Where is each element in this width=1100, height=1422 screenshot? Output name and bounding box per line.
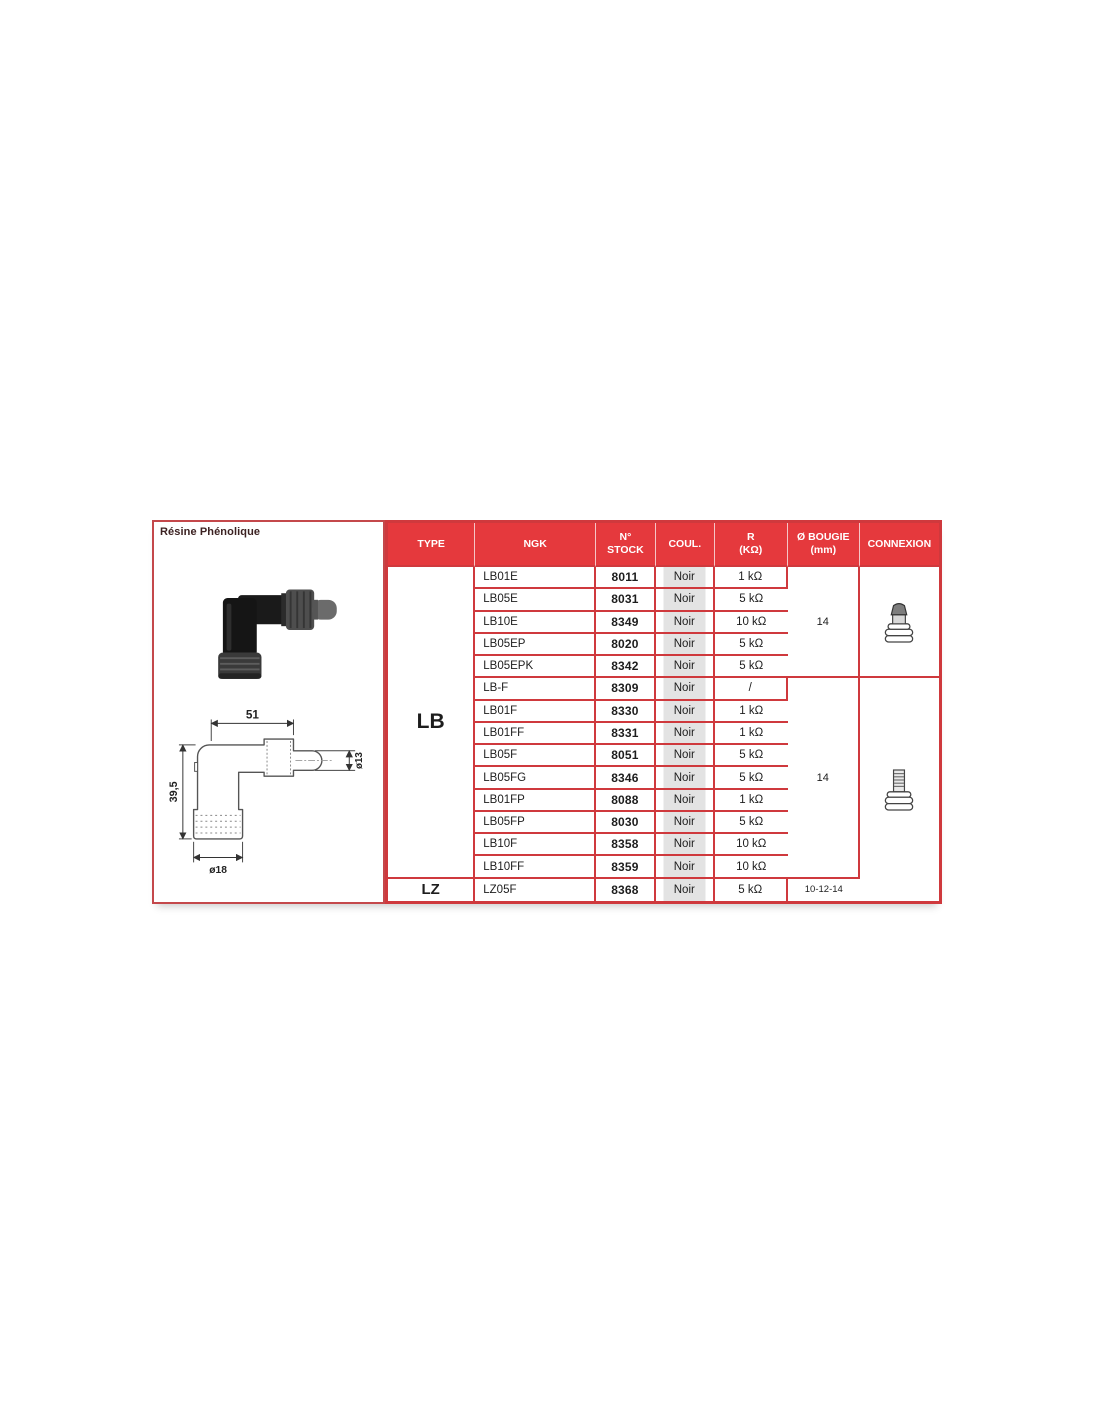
ngk-cell: LB01E bbox=[475, 567, 596, 589]
threaded-stud-icon bbox=[860, 766, 939, 814]
coul-cell: Noir bbox=[656, 767, 715, 789]
product-sheet bbox=[152, 520, 942, 904]
spec-table-wrap bbox=[385, 520, 942, 904]
coul-cell: Noir bbox=[656, 745, 715, 767]
stock-cell: 8031 bbox=[596, 589, 656, 611]
type-group-lb: LB bbox=[388, 567, 475, 879]
r-cell: 5 kΩ bbox=[715, 656, 788, 678]
col-header-type: TYPE bbox=[388, 523, 475, 567]
bougie-group-2: 14 bbox=[788, 678, 860, 878]
ngk-cell: LB10F bbox=[475, 834, 596, 856]
r-cell: 1 kΩ bbox=[715, 723, 788, 745]
ngk-cell: LB10E bbox=[475, 612, 596, 634]
ngk-cell: LB05FG bbox=[475, 767, 596, 789]
stock-cell: 8051 bbox=[596, 745, 656, 767]
coul-cell: Noir bbox=[656, 634, 715, 656]
r-cell: 5 kΩ bbox=[715, 767, 788, 789]
ngk-cell: LB05F bbox=[475, 745, 596, 767]
bougie-group-1: 14 bbox=[788, 567, 860, 678]
r-cell: 10 kΩ bbox=[715, 834, 788, 856]
stock-cell: 8349 bbox=[596, 612, 656, 634]
ngk-cell: LZ05F bbox=[475, 879, 596, 901]
stock-cell: 8030 bbox=[596, 812, 656, 834]
ngk-cell: LB05FP bbox=[475, 812, 596, 834]
coul-cell: Noir bbox=[656, 834, 715, 856]
coul-cell: Noir bbox=[656, 612, 715, 634]
r-cell: 5 kΩ bbox=[715, 589, 788, 611]
table-row bbox=[388, 879, 939, 901]
stock-cell: 8088 bbox=[596, 790, 656, 812]
ngk-cell: LB-F bbox=[475, 678, 596, 700]
stock-cell: 8020 bbox=[596, 634, 656, 656]
coul-cell: Noir bbox=[656, 856, 715, 878]
connexion-group-1 bbox=[860, 567, 939, 678]
ngk-cell: LB05E bbox=[475, 589, 596, 611]
header-row bbox=[388, 523, 939, 567]
dimension-drawing-icon bbox=[166, 694, 372, 880]
r-cell: / bbox=[715, 678, 788, 700]
coul-cell: Noir bbox=[656, 589, 715, 611]
ngk-cell: LB05EP bbox=[475, 634, 596, 656]
coul-cell: Noir bbox=[656, 567, 715, 589]
dim-diam-base: ø18 bbox=[208, 865, 227, 877]
r-cell: 10 kΩ bbox=[715, 612, 788, 634]
coul-cell: Noir bbox=[656, 723, 715, 745]
technical-drawing bbox=[154, 694, 383, 880]
ngk-cell: LB10FF bbox=[475, 856, 596, 878]
stock-cell: 8359 bbox=[596, 856, 656, 878]
stock-cell: 8368 bbox=[596, 879, 656, 901]
ngk-cell: LB01FF bbox=[475, 723, 596, 745]
ngk-cell: LB05EPK bbox=[475, 656, 596, 678]
coul-cell: Noir bbox=[656, 812, 715, 834]
dim-diam-tip: ø13 bbox=[353, 752, 365, 769]
col-header-coul: COUL. bbox=[656, 523, 715, 567]
stock-cell: 8342 bbox=[596, 656, 656, 678]
type-group-lz: LZ bbox=[388, 879, 475, 901]
panel-title: Résine Phénolique bbox=[160, 526, 261, 538]
col-header-bougie: Ø BOUGIE (mm) bbox=[788, 523, 860, 567]
col-header-ngk: NGK bbox=[475, 523, 596, 567]
col-header-r: R (KΩ) bbox=[715, 523, 788, 567]
dim-height-left: 39,5 bbox=[167, 781, 180, 803]
col-header-connexion: CONNEXION bbox=[860, 523, 939, 567]
coul-cell: Noir bbox=[656, 790, 715, 812]
coul-cell: Noir bbox=[656, 879, 715, 901]
terminal-nut-icon bbox=[860, 599, 939, 645]
product-photo bbox=[154, 570, 383, 688]
stock-cell: 8330 bbox=[596, 701, 656, 723]
stock-cell: 8309 bbox=[596, 678, 656, 700]
stock-cell: 8011 bbox=[596, 567, 656, 589]
dim-width-top: 51 bbox=[245, 708, 259, 722]
spec-table bbox=[385, 520, 942, 904]
r-cell: 5 kΩ bbox=[715, 812, 788, 834]
coul-cell: Noir bbox=[656, 656, 715, 678]
bougie-lz: 10-12-14 bbox=[788, 879, 860, 901]
r-cell: 1 kΩ bbox=[715, 701, 788, 723]
r-cell: 10 kΩ bbox=[715, 856, 788, 878]
ngk-cell: LB01F bbox=[475, 701, 596, 723]
r-cell: 5 kΩ bbox=[715, 745, 788, 767]
left-panel bbox=[152, 520, 385, 904]
r-cell: 5 kΩ bbox=[715, 879, 788, 901]
spark-plug-cap-photo-icon bbox=[189, 570, 349, 688]
stock-cell: 8346 bbox=[596, 767, 656, 789]
stock-cell: 8331 bbox=[596, 723, 656, 745]
connexion-group-2 bbox=[860, 678, 939, 901]
coul-cell: Noir bbox=[656, 678, 715, 700]
r-cell: 1 kΩ bbox=[715, 790, 788, 812]
coul-cell: Noir bbox=[656, 701, 715, 723]
stock-cell: 8358 bbox=[596, 834, 656, 856]
col-header-stock: N° STOCK bbox=[596, 523, 656, 567]
r-cell: 5 kΩ bbox=[715, 634, 788, 656]
ngk-cell: LB01FP bbox=[475, 790, 596, 812]
r-cell: 1 kΩ bbox=[715, 567, 788, 589]
table-row bbox=[388, 567, 939, 589]
